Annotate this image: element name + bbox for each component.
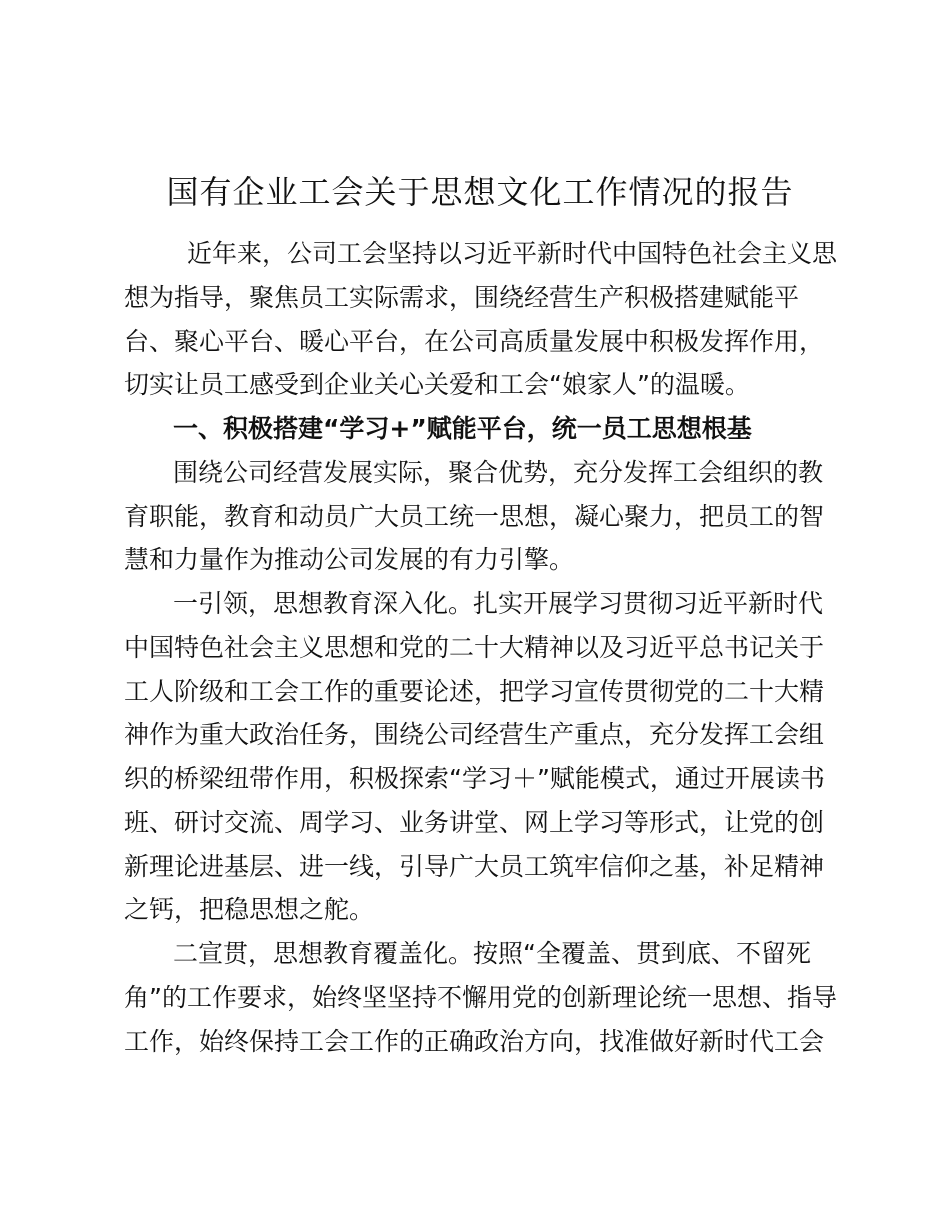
- section-heading: 一、积极搭建“学习+”赋能平台，统一员工思想根基: [173, 414, 752, 443]
- paragraph-line: 工人阶级和工会工作的重要论述，把学习宣传贯彻党的二十大精: [124, 677, 825, 706]
- paragraph-line: 工作，始终保持工会工作的正确政治方向，找准做好新时代工会: [124, 1027, 825, 1056]
- paragraph-line: 之钙，把稳思想之舵。: [124, 895, 375, 924]
- paragraph-line: 神作为重大政治任务，围绕公司经营生产重点，充分发挥工会组: [124, 720, 825, 749]
- paragraph-line: 班、研讨交流、周学习、业务讲堂、网上学习等形式，让党的创: [124, 808, 825, 837]
- paragraph-line: 台、聚心平台、暖心平台，在公司高质量发展中积极发挥作用，: [124, 327, 825, 356]
- paragraph-line: 新理论进基层、进一线，引导广大员工筑牢信仰之基，补足精神: [124, 852, 825, 881]
- paragraph-line: 角”的工作要求，始终坚坚持不懈用党的创新理论统一思想、指导: [124, 983, 837, 1012]
- paragraph-line: 二宣贯，思想教育覆盖化。按照“全覆盖、贯到底、不留死: [173, 939, 811, 968]
- paragraph-line: 切实让员工感受到企业关心关爱和工会“娘家人”的温暖。: [124, 370, 750, 399]
- paragraph-line: 中国特色社会主义思想和党的二十大精神以及习近平总书记关于: [124, 633, 825, 662]
- paragraph-line: 慧和力量作为推动公司发展的有力引擎。: [124, 545, 575, 574]
- document-title: 国有企业工会关于思想文化工作情况的报告: [166, 173, 794, 211]
- paragraph-line: 想为指导，聚焦员工实际需求，围绕经营生产积极搭建赋能平: [124, 283, 800, 312]
- paragraph-line: 育职能，教育和动员广大员工统一思想，凝心聚力，把员工的智: [124, 502, 825, 531]
- paragraph-line: 一引领，思想教育深入化。扎实开展学习贯彻习近平新时代: [173, 589, 824, 618]
- paragraph-line: 近年来，公司工会坚持以习近平新时代中国特色社会主义思: [187, 239, 838, 268]
- paragraph-line: 织的桥梁纽带作用，积极探索“学习＋”赋能模式，通过开展读书: [124, 764, 825, 793]
- paragraph-line: 围绕公司经营发展实际，聚合优势，充分发挥工会组织的教: [173, 458, 824, 487]
